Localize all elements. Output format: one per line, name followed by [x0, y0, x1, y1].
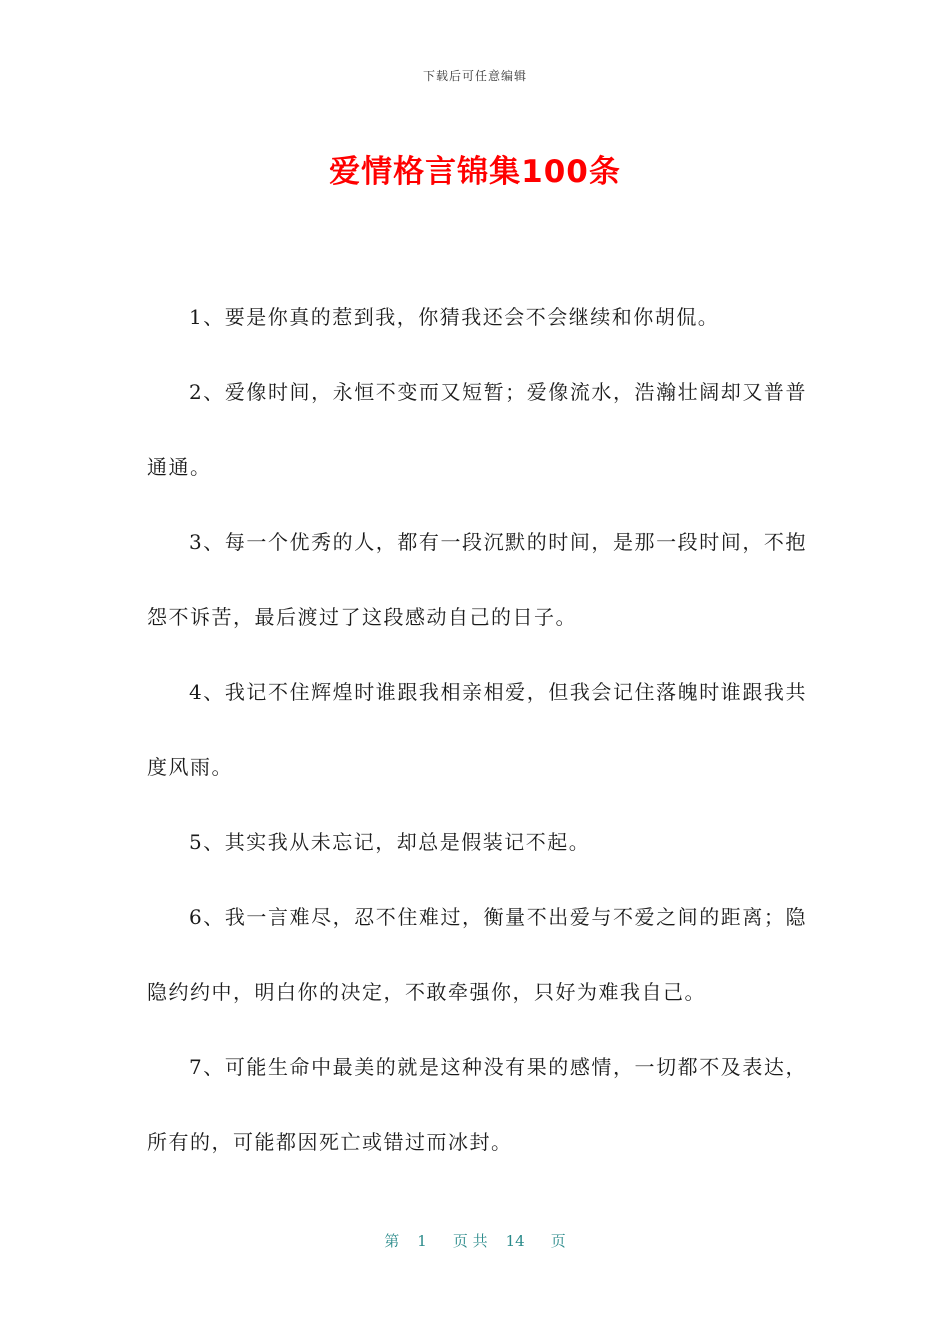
footer-current-page: 1: [417, 1232, 427, 1250]
list-item: 6、我一言难尽，忍不住难过，衡量不出爱与不爱之间的距离；隐隐约约中，明白你的决定，不敢牵强你，只好为难我自己。: [147, 905, 807, 1004]
list-item: 1、要是你真的惹到我，你猜我还会不会继续和你胡侃。: [189, 305, 720, 329]
list-item: 5、其实我从未忘记，却总是假装记不起。: [189, 830, 591, 854]
footer-suffix: 页: [550, 1232, 566, 1250]
list-item: 3、每一个优秀的人，都有一段沉默的时间，是那一段时间，不抱怨不诉苦，最后渡过了这段感动自己的日子。: [147, 530, 807, 629]
list-item: 4、我记不住辉煌时谁跟我相亲相爱，但我会记住落魄时谁跟我共度风雨。: [147, 680, 807, 779]
header-note: 下载后可任意编辑: [422, 69, 527, 83]
footer-mid-label: 页 共: [452, 1232, 488, 1250]
footer-total-pages: 14: [505, 1232, 525, 1250]
footer-prefix: 第: [384, 1232, 400, 1250]
list-item: 2、爱像时间，永恒不变而又短暂；爱像流水，浩瀚壮阔却又普普通通。: [147, 380, 807, 479]
page-footer: [0, 1230, 950, 1251]
document-body: [147, 280, 807, 1180]
document-title: 爱情格言锦集100条: [329, 154, 621, 190]
list-item: 7、可能生命中最美的就是这种没有果的感情，一切都不及表达，所有的，可能都因死亡或错过而冰封。: [147, 1055, 807, 1154]
